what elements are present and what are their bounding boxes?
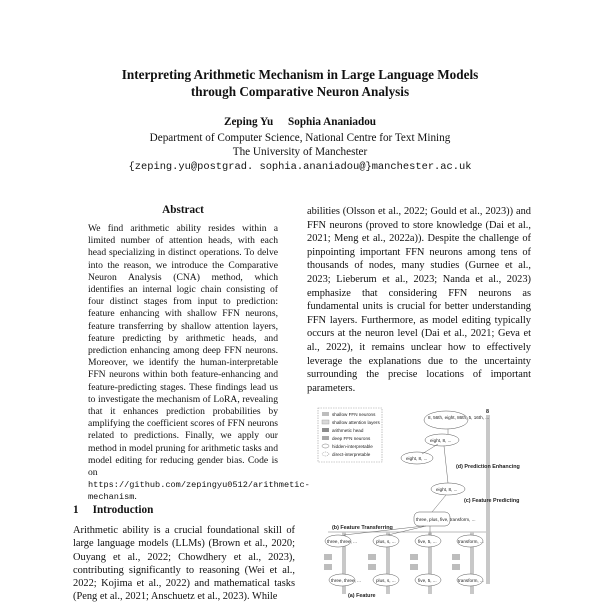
arrow-c-to-d: [444, 446, 448, 483]
arrow-transfer-2: [388, 526, 426, 535]
ffn-block-1a: [324, 554, 332, 560]
abstract-heading: Abstract: [162, 204, 204, 216]
ffn-block-3b: [410, 564, 418, 570]
ffn-block-2b: [368, 564, 376, 570]
node-low-1-label: three, three, ...: [331, 578, 361, 583]
ffn-block-4a: [452, 554, 460, 560]
introduction-body: Arithmetic ability is a crucial foundational skill of large language models (LLMs) (Brown et al., 2020; Ouyang et al., 2022; Chowdhery et al., 2023), contributing significantly to reasoning (Wei et al., 2022; Kojima et al., 2022) and mathematical tasks (Peng et al., 2021; Anschuetz et al., 2023). While: [73, 525, 295, 603]
token-columns: [344, 532, 472, 594]
legend-item-4: deep FFN neurons: [332, 436, 371, 441]
legend-swatch-5: [322, 444, 329, 448]
arrow-b-to-c: [432, 495, 446, 512]
node-deep-1-label: 8, 56th, eight, 86th, 5, 16th, ...: [428, 415, 490, 420]
authors: [60, 115, 540, 130]
title-line-2: through Comparative Neuron Analysis: [190, 84, 410, 99]
node-low-2-label: plus, s, ...: [376, 578, 396, 583]
stage-a-label: (a) Feature: [348, 593, 376, 599]
node-low-3-label: five, 5, ...: [418, 578, 437, 583]
node-head-in-label: three, plus, five, transform, ...: [416, 517, 476, 522]
section-heading-introduction: [73, 504, 153, 516]
node-mid-1-label: three, three, ...: [327, 539, 357, 544]
title-line-1: Interpreting Arithmetic Mechanism in Large Language Models: [121, 67, 479, 82]
legend-item-6: direct-interpretable: [332, 452, 371, 457]
author-1: Zeping Yu: [223, 116, 274, 128]
legend-item-5: hidden-interpretable: [332, 444, 373, 449]
author-2: Sophia Ananiadou: [288, 116, 377, 128]
legend-swatch-2: [322, 420, 329, 424]
node-deep-3-label: eight, 8, ...: [406, 456, 428, 461]
abstract-body: [88, 223, 310, 504]
node-mid-2-label: plus, s, ...: [376, 539, 396, 544]
abstract-text: We find arithmetic ability resides within a limited number of attention heads, with each head specializing in distinct operations. To delve into the reason, we introduce the Comparative Neuron Analysis (CNA) method, which identifies an internal logic chain consisting of four distinct stages from input to prediction: feature enhancing with shallow FFN neurons, feature transferring by shallow attention layers, feature predicting by arithmetic heads, and prediction enhancing among deep FFN neurons. Moreover, we identify the human-interpretable FFN neurons within both feature-enhancing and feature-predicting stages. These findings lead us to investigate the mechanism of LoRA, revealing that it enhances prediction probabilities by amplifying the coefficient scores of FFN neurons related to predictions. Finally, we apply our method in model pruning for arithmetic tasks and model editing for reducing gender bias. Code is on: [88, 223, 278, 479]
node-deep-2-label: eight, 8, ...: [430, 438, 452, 443]
ffn-block-2a: [368, 554, 376, 560]
section-title: Introduction: [92, 504, 154, 516]
ffn-block-1b: [324, 564, 332, 570]
section-number: 1: [73, 504, 79, 516]
abstract-end: .: [134, 491, 137, 503]
arrow-d-chain: [422, 444, 438, 454]
node-deep-1: [424, 411, 468, 429]
legend-item-1: shallow FFN neurons: [332, 412, 376, 417]
affiliation-line-2: The University of Manchester: [232, 146, 368, 159]
affiliation: [60, 131, 540, 174]
legend-swatch-3: [322, 428, 329, 432]
stage-d-label: (d) Prediction Enhancing: [456, 464, 520, 470]
node-mid-3-label: five, 5, ...: [418, 539, 437, 544]
legend-item-3: arithmetic head: [332, 428, 364, 433]
legend-item-2: shallow attention layers: [332, 420, 380, 425]
legend-swatch-1: [322, 412, 329, 416]
figure-1: [314, 404, 530, 600]
ffn-block-4b: [452, 564, 460, 570]
paper-title: [60, 66, 540, 100]
node-low-4-label: transform, ...: [458, 578, 484, 583]
stage-c-label: (c) Feature Predicting: [464, 498, 520, 504]
ffn-block-3a: [410, 554, 418, 560]
figure-diagram: [314, 404, 530, 600]
code-link[interactable]: https://github.com/zepingyu0512/arithmetic-mechanism: [88, 480, 310, 503]
node-mid-4-label: transform, ...: [458, 539, 484, 544]
right-column-body: abilities (Olsson et al., 2022; Gould et al., 2023)) and FFN neurons (proved to store knowledge (Dai et al., 2021; Meng et al., 2022a)). Despite the challenge of pinpointing important FFN neurons among tens of thousands of nodes, many studies (Gurnee et al., 2023; Lieberum et al., 2023; Nanda et al., 2023) emphasize that considering FFN neurons as fundamental units is crucial for better understanding FFN layers. Furthermore, as model editing typically occurs at the neuron level (Dai et al., 2021; Geva et al., 2022), it remains unclear how to effectively leverage the explanations due to the uncertainty surrounding the precise locations of important parameters.: [307, 206, 531, 394]
email: {zeping.yu@postgrad. sophia.ananiadou@}manchester.ac.uk: [128, 160, 472, 173]
output-token-label: 8: [486, 409, 489, 415]
node-head-out-label: eight, 8, ...: [436, 487, 458, 492]
legend-swatch-6: [322, 452, 329, 456]
affiliation-line-1: Department of Computer Science, National Centre for Text Mining: [149, 132, 451, 144]
legend-swatch-4: [322, 436, 329, 440]
stage-b-label: (b) Feature Transferring: [332, 525, 393, 531]
